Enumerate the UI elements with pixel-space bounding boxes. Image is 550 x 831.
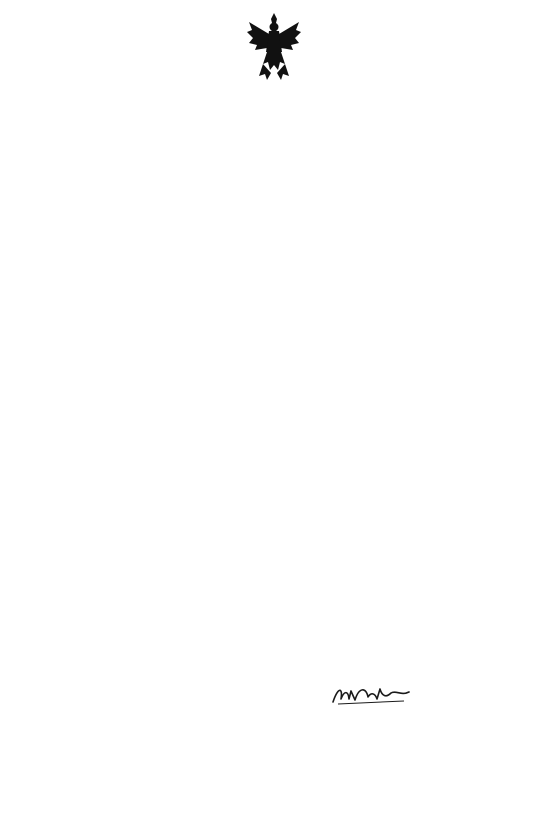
handwritten-signature xyxy=(330,683,412,707)
garuda-emblem-icon xyxy=(245,10,303,84)
